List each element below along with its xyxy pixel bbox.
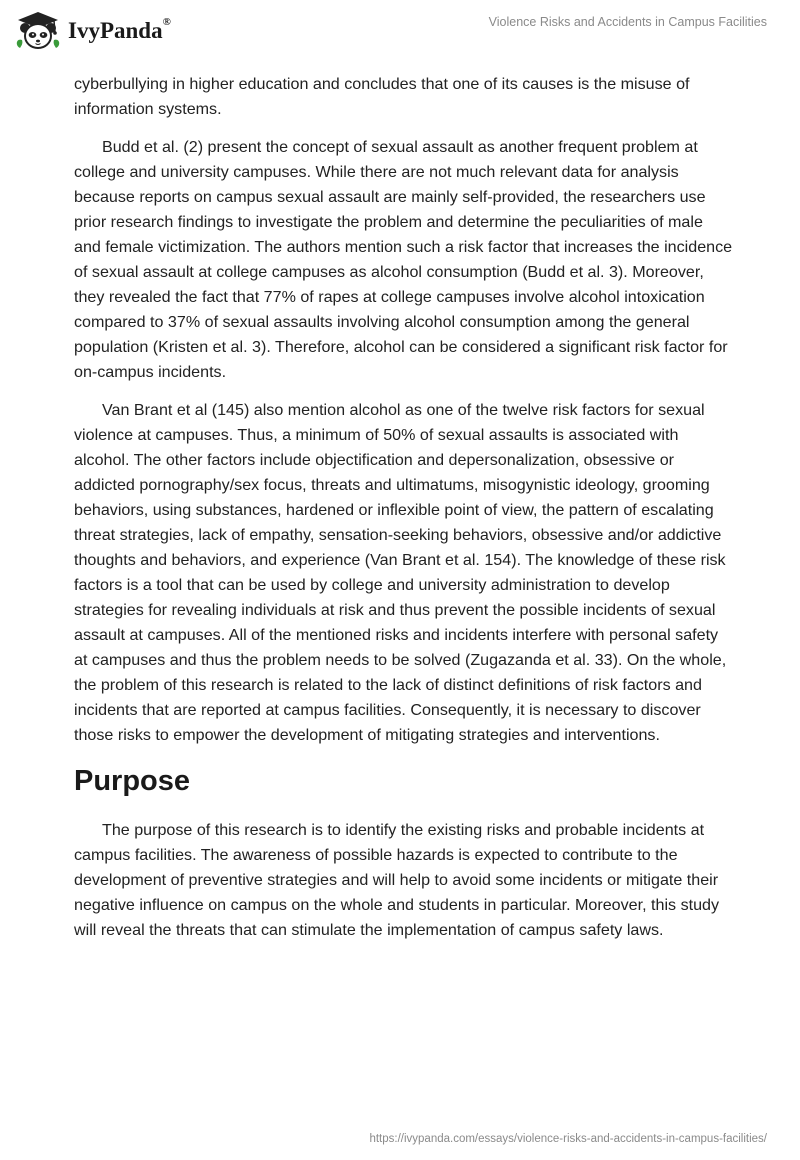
article-body [74,72,734,956]
brand-name: IvyPanda® [68,16,171,43]
document-title: Violence Risks and Accidents in Campus Facilities [488,15,767,29]
brand-logo[interactable] [14,10,171,50]
paragraph: The purpose of this research is to identify the existing risks and probable incidents at campus facilities. The awareness of possible hazards is expected to contribute to the development of preventive strategies and will help to avoid some incidents or mitigate their negative influence on campus on the whole and students in particular. Moreover, this study will reveal the threats that can stimulate the implementation of campus safety laws. [74,821,720,939]
page-header [0,0,800,70]
paragraph: Van Brant et al (145) also mention alcohol as one of the twelve risk factors for sexual violence at campuses. Thus, a minimum of 50% of sexual assaults is associated with alcohol. The other factors include objectification and depersonalization, obsessive or addicted pornography/sex focus, threats and ultimatums, misogynistic ideology, grooming behaviors, using substances, hardened or inflexible point of view, the pattern of escalating threat strategies, lack of empathy, sensation-seeking behaviors, obsessive and/or addictive thoughts and behaviors, and experience (Van Brant et al. 154). The knowledge of these risk factors is a tool that can be used by college and university administration to develop strategies for revealing individuals at risk and thus prevent the possible incidents of sexual assault at campuses. All of the mentioned risks and incidents interfere with personal safety at campuses and thus the problem needs to be solved (Zugazanda et al. 33). On the whole, the problem of this research is related to the lack of distinct definitions of risk factors and incidents that are reported at campus facilities. Consequently, it is necessary to discover those risks to empower the development of mitigating strategies and interventions. [74,401,727,744]
paragraph: Budd et al. (2) present the concept of sexual assault as another frequent problem at college and university campuses. While there are not much relevant data for analysis because reports on campus sexual assault are mainly self-provided, the researchers use prior research findings to investigate the problem and determine the peculiarities of male and female victimization. The authors mention such a risk factor that increases the incidence of sexual assault at college campuses as alcohol consumption (Budd et al. 3). Moreover, they revealed the fact that 77% of rapes at college campuses involve alcohol intoxication compared to 37% of sexual assaults involving alcohol consumption among the general population (Kristen et al. 3). Therefore, alcohol can be considered a significant risk factor for on-campus incidents. [74,138,733,381]
paragraph: cyberbullying in higher education and concludes that one of its causes is the misuse of information systems. [74,75,690,118]
source-url[interactable]: https://ivypanda.com/essays/violence-risks-and-accidents-in-campus-facilities/ [369,1133,767,1145]
section-heading-purpose: Purpose [74,765,191,797]
panda-graduate-icon [14,10,62,50]
